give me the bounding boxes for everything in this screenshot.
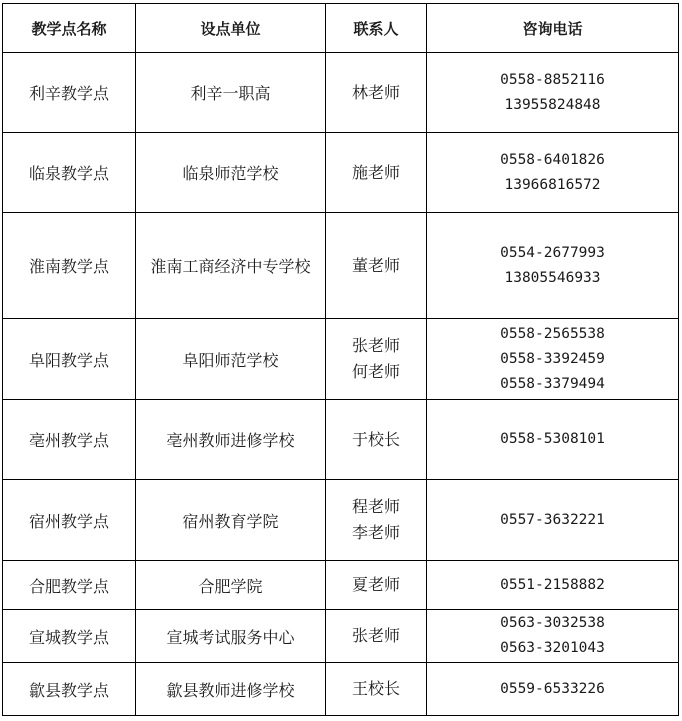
table-row (3, 133, 679, 213)
cell-point: 阜阳教学点 (3, 319, 136, 400)
header-phone: 咨询电话 (427, 4, 679, 53)
cell-phone (427, 663, 679, 716)
cell-phone (427, 319, 679, 400)
phone-number: 0558-3392459 (500, 350, 605, 367)
contact-name: 张老师 (351, 626, 400, 645)
phone-number: 0558-3379494 (500, 375, 605, 392)
header-contact: 联系人 (326, 4, 427, 53)
cell-phone (427, 213, 679, 319)
contact-name: 张老师 (351, 336, 400, 355)
cell-unit: 歙县教师进修学校 (136, 663, 326, 716)
cell-contact (326, 53, 427, 133)
header-point: 教学点名称 (3, 4, 136, 53)
table-row (3, 400, 679, 480)
contact-name: 董老师 (351, 255, 400, 275)
phone-number: 0563-3201043 (500, 640, 605, 656)
table-body (3, 53, 679, 716)
contact-name: 于校长 (351, 429, 400, 449)
contact-name: 何老师 (351, 362, 400, 381)
cell-point: 合肥教学点 (3, 561, 136, 610)
cell-point: 宿州教学点 (3, 480, 136, 561)
cell-point: 歙县教学点 (3, 663, 136, 716)
phone-number: 0558-5308101 (500, 431, 605, 447)
cell-unit: 亳州教师进修学校 (136, 400, 326, 480)
cell-point: 亳州教学点 (3, 400, 136, 480)
contact-name: 程老师 (351, 497, 400, 516)
contact-name: 林老师 (351, 82, 400, 102)
cell-contact (326, 561, 427, 610)
contact-name: 夏老师 (351, 575, 400, 594)
cell-unit: 淮南工商经济中专学校 (136, 213, 326, 319)
cell-unit: 合肥学院 (136, 561, 326, 610)
table-row (3, 561, 679, 610)
phone-number: 0557-3632221 (500, 511, 605, 528)
cell-contact (326, 400, 427, 480)
phone-number: 0558-8852116 (500, 71, 605, 88)
phone-number: 0563-3032538 (500, 615, 605, 631)
phone-number: 0558-6401826 (500, 151, 605, 168)
teaching-points-table (2, 3, 679, 716)
cell-phone (427, 133, 679, 213)
cell-contact (326, 663, 427, 716)
phone-number: 13805546933 (504, 269, 601, 286)
cell-contact (326, 610, 427, 663)
phone-number: 0551-2158882 (500, 576, 605, 593)
cell-phone (427, 610, 679, 663)
table-row (3, 480, 679, 561)
contact-name: 施老师 (351, 162, 400, 182)
cell-phone (427, 561, 679, 610)
table-row (3, 610, 679, 663)
cell-contact (326, 480, 427, 561)
header-unit: 设点单位 (136, 4, 326, 53)
table-header-row (3, 4, 679, 53)
table-row (3, 319, 679, 400)
cell-phone (427, 400, 679, 480)
phone-number: 0558-2565538 (500, 325, 605, 342)
cell-point: 利辛教学点 (3, 53, 136, 133)
cell-unit: 临泉师范学校 (136, 133, 326, 213)
phone-number: 0554-2677993 (500, 244, 605, 261)
cell-contact (326, 133, 427, 213)
phone-number: 13955824848 (504, 96, 601, 113)
cell-phone (427, 53, 679, 133)
cell-point: 宣城教学点 (3, 610, 136, 663)
cell-unit: 阜阳师范学校 (136, 319, 326, 400)
phone-number: 13966816572 (504, 176, 601, 193)
cell-contact (326, 213, 427, 319)
phone-number: 0559-6533226 (500, 680, 605, 697)
contact-name: 王校长 (351, 679, 400, 698)
contact-name: 李老师 (351, 523, 400, 542)
cell-point: 淮南教学点 (3, 213, 136, 319)
cell-contact (326, 319, 427, 400)
cell-phone (427, 480, 679, 561)
table-row (3, 663, 679, 716)
cell-unit: 宿州教育学院 (136, 480, 326, 561)
table-row (3, 213, 679, 319)
table-row (3, 53, 679, 133)
cell-point: 临泉教学点 (3, 133, 136, 213)
cell-unit: 宣城考试服务中心 (136, 610, 326, 663)
cell-unit: 利辛一职高 (136, 53, 326, 133)
